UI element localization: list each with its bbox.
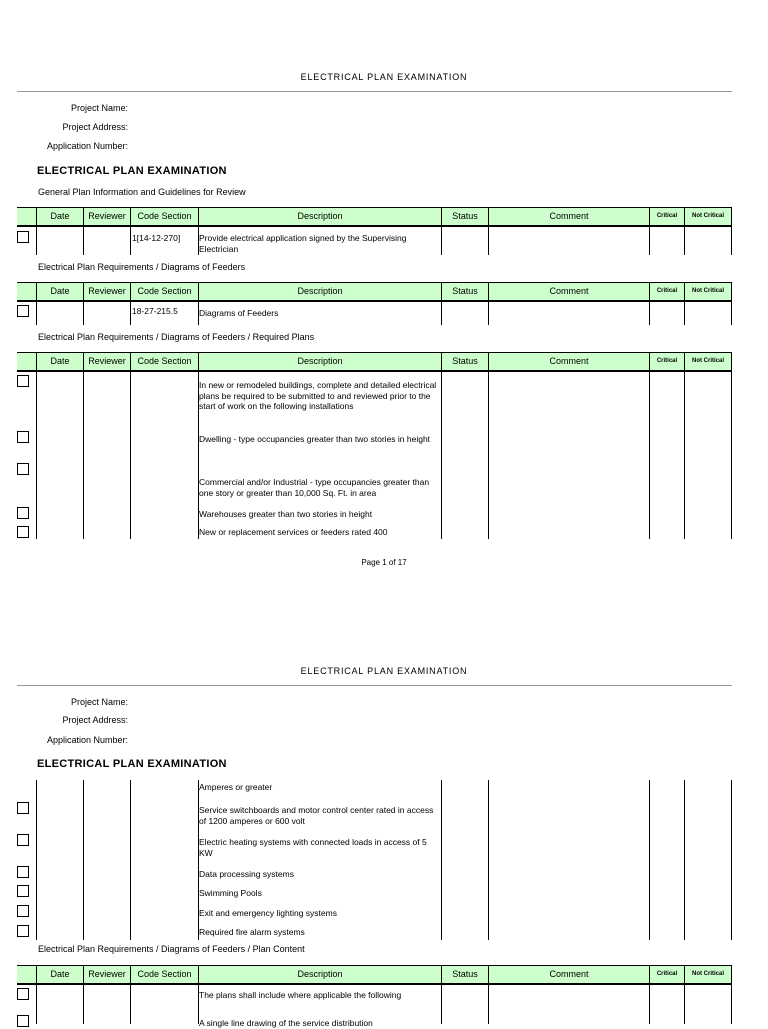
row-checkbox[interactable]: [17, 463, 29, 475]
col-not-critical: Not Critical: [684, 966, 732, 983]
col-date: Date: [36, 353, 83, 370]
col-reviewer: Reviewer: [83, 208, 130, 225]
col-date: Date: [36, 208, 83, 225]
row-checkbox[interactable]: [17, 802, 29, 814]
description-cell: Exit and emergency lighting systems: [199, 908, 337, 918]
row-checkbox[interactable]: [17, 305, 29, 317]
table-header: [17, 965, 732, 985]
col-reviewer: Reviewer: [83, 283, 130, 300]
description-cell: Swimming Pools: [199, 888, 262, 898]
col-not-critical: Not Critical: [684, 208, 732, 225]
row-checkbox[interactable]: [17, 526, 29, 538]
description-cell: Warehouses greater than two stories in height: [199, 509, 373, 519]
project-address-label: Project Address:: [62, 122, 128, 132]
col-status: Status: [441, 353, 488, 370]
table-header: [17, 282, 732, 302]
col-status: Status: [441, 208, 488, 225]
project-address-label: Project Address:: [62, 715, 128, 725]
section-title: ELECTRICAL PLAN EXAMINATION: [37, 165, 227, 177]
row-checkbox[interactable]: [17, 431, 29, 443]
description-cell: Required fire alarm systems: [199, 927, 305, 937]
table-header: [17, 352, 732, 372]
description-cell: Electric heating systems with connected loads in access of 5 KW: [199, 837, 427, 858]
col-code-section: Code Section: [130, 283, 198, 300]
col-description: Description: [198, 966, 441, 983]
row-checkbox[interactable]: [17, 507, 29, 519]
col-comment: Comment: [488, 966, 649, 983]
row-checkbox[interactable]: [17, 375, 29, 387]
row-checkbox[interactable]: [17, 866, 29, 878]
section-subtitle: Electrical Plan Requirements / Diagrams of Feeders / Required Plans: [38, 332, 315, 342]
description-cell: Dwelling - type occupancies greater than two stories in height: [199, 434, 431, 444]
col-comment: Comment: [488, 283, 649, 300]
col-critical: Critical: [649, 966, 684, 983]
section-subtitle: Electrical Plan Requirements / Diagrams of Feeders / Plan Content: [38, 944, 305, 954]
row-checkbox[interactable]: [17, 231, 29, 243]
col-not-critical: Not Critical: [684, 283, 732, 300]
col-critical: Critical: [649, 353, 684, 370]
description-cell: Amperes or greater: [199, 782, 273, 792]
col-not-critical: Not Critical: [684, 353, 732, 370]
section-subtitle: General Plan Information and Guidelines for Review: [38, 187, 246, 197]
section-title: ELECTRICAL PLAN EXAMINATION: [37, 758, 227, 770]
code-section-cell: 18-27-215.5: [132, 306, 178, 316]
row-checkbox[interactable]: [17, 925, 29, 937]
col-code-section: Code Section: [130, 208, 198, 225]
header-rule: [17, 91, 732, 92]
section-subtitle: Electrical Plan Requirements / Diagrams of Feeders: [38, 262, 246, 272]
table-header: [17, 207, 732, 227]
code-section-cell: 1[14-12-270]: [132, 233, 181, 243]
col-status: Status: [441, 283, 488, 300]
project-name-label: Project Name:: [70, 103, 128, 113]
page-header: ELECTRICAL PLAN EXAMINATION: [300, 72, 468, 82]
row-checkbox[interactable]: [17, 1015, 29, 1027]
description-cell: Service switchboards and motor control center rated in access of 1200 amperes or 600 volt: [199, 805, 434, 826]
col-critical: Critical: [649, 208, 684, 225]
row-checkbox[interactable]: [17, 988, 29, 1000]
col-date: Date: [36, 283, 83, 300]
description-cell: In new or remodeled buildings, complete and detailed electrical plans be required to be submitted to and reviewed prior to the start of work on the following installations: [199, 380, 437, 411]
description-cell: Diagrams of Feeders: [199, 308, 279, 318]
page-header: ELECTRICAL PLAN EXAMINATION: [300, 666, 468, 676]
description-cell: Commercial and/or Industrial - type occupancies greater than one story or greater than 10,000 Sq. Ft. in area: [199, 477, 430, 498]
col-description: Description: [198, 353, 441, 370]
col-description: Description: [198, 283, 441, 300]
description-cell: Data processing systems: [199, 869, 294, 879]
description-cell: New or replacement services or feeders rated 400: [199, 527, 388, 537]
col-reviewer: Reviewer: [83, 353, 130, 370]
col-description: Description: [198, 208, 441, 225]
description-cell: The plans shall include where applicable the following: [199, 990, 402, 1000]
row-checkbox[interactable]: [17, 905, 29, 917]
description-cell: A single line drawing of the service distribution: [199, 1018, 373, 1028]
col-date: Date: [36, 966, 83, 983]
col-reviewer: Reviewer: [83, 966, 130, 983]
row-checkbox[interactable]: [17, 834, 29, 846]
col-comment: Comment: [488, 353, 649, 370]
application-number-label: Application Number:: [46, 735, 128, 745]
col-comment: Comment: [488, 208, 649, 225]
page-number: Page 1 of 17: [361, 558, 407, 567]
col-code-section: Code Section: [130, 966, 198, 983]
header-rule: [17, 685, 732, 686]
col-critical: Critical: [649, 283, 684, 300]
project-name-label: Project Name:: [70, 697, 128, 707]
col-code-section: Code Section: [130, 353, 198, 370]
col-status: Status: [441, 966, 488, 983]
application-number-label: Application Number:: [46, 141, 128, 151]
description-cell: Provide electrical application signed by the Supervising Electrician: [199, 233, 407, 254]
row-checkbox[interactable]: [17, 885, 29, 897]
